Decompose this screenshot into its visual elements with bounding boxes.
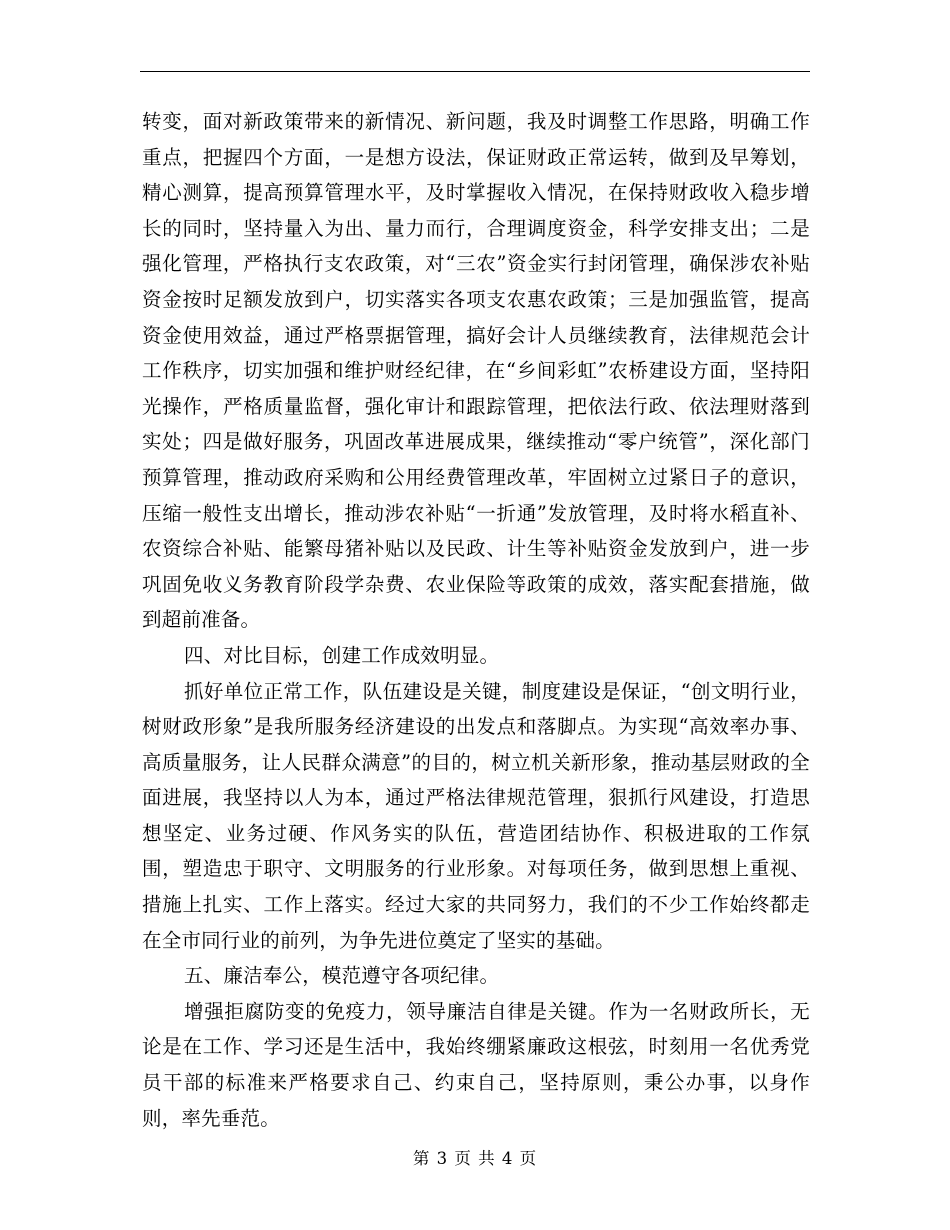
section-heading-4: 四、对比目标，创建工作成效明显。 (184, 643, 500, 667)
section-heading-5: 五、廉洁奉公，模范遵守各项纪律。 (184, 964, 500, 988)
body-paragraph-1: 转变，面对新政策带来的新情况、新问题，我及时调整工作思路，明确工作重点，把握四个方面，一是想方设法，保证财政正常运转，做到及早筹划，精心测算，提高预算管理水平，及时掌握收入情况，在保持财政收入稳步增长的同时，坚持量入为出、量力而行，合理调度资金，科学安排支出；二是强化管理，严格执行支农政策，对“三农”资金实行封闭管理，确保涉农补贴资金按时足额发放到户，切实落实各项支农惠农政策；三是加强监管，提高资金使用效益，通过严格票据管理，搞好会计人员继续教育，法律规范会计工作秩序，切实加强和维护财经纪律，在“乡间彩虹”农桥建设方面，坚持阳光操作，严格质量监督，强化审计和跟踪管理，把依法行政、依法理财落到实处；四是做好服务，巩固改革进展成果，继续推动“零户统管”，深化部门预算管理，推动政府采购和公用经费管理改革，牢固树立过紧日子的意识，压缩一般性支出增长，推动涉农补贴“一折通”发放管理，及时将水稻直补、农资综合补贴、能繁母猪补贴以及民政、计生等补贴资金发放到户，进一步巩固免收义务教育阶段学杂费、农业保险等政策的成效，落实配套措施，做到超前准备。 (142, 110, 810, 632)
body-paragraph-2: 抓好单位正常工作，队伍建设是关键，制度建设是保证，“创文明行业，树财政形象”是我所服务经济建设的出发点和落脚点。为实现“高效率办事、高质量服务，让人民群众满意”的目的，树立机关新形象，推动基层财政的全面进展，我坚持以人为本，通过严格法律规范管理，狠抓行风建设，打造思想坚定、业务过硬、作风务实的队伍，营造团结协作、积极进取的工作氛围，塑造忠于职守、文明服务的行业形象。对每项任务，做到思想上重视、措施上扎实、工作上落实。经过大家的共同努力，我们的不少工作始终都走在全市同行业的前列，为争先进位奠定了坚实的基础。 (142, 679, 810, 952)
document-body (142, 104, 810, 1136)
header-rule (140, 71, 810, 72)
page-number-footer: 第 3 页 共 4 页 (412, 1149, 538, 1168)
body-paragraph-3: 增强拒腐防变的免疫力，领导廉洁自律是关键。作为一名财政所长，无论是在工作、学习还是生活中，我始终绷紧廉政这根弦，时刻用一名优秀党员干部的标准来严格要求自己、约束自己，坚持原则，秉公办事，以身作则，率先垂范。 (142, 999, 810, 1130)
